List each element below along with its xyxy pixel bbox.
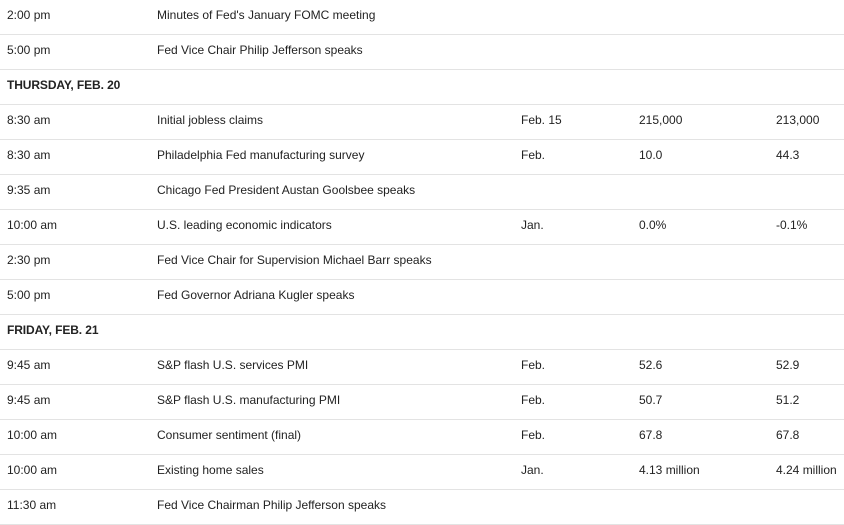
row-event: Fed Governor Adriana Kugler speaks — [157, 288, 355, 302]
row-time: 10:00 am — [7, 463, 58, 477]
row-time: 5:00 pm — [7, 43, 51, 57]
table-row — [0, 35, 844, 70]
row-time: 5:00 pm — [7, 288, 51, 302]
row-previous: 213,000 — [776, 113, 820, 127]
table-row — [0, 280, 844, 315]
day-header-label: THURSDAY, FEB. 20 — [7, 78, 121, 92]
row-period: Jan. — [521, 463, 544, 477]
row-event: Chicago Fed President Austan Goolsbee speaks — [157, 183, 416, 197]
row-time: 2:00 pm — [7, 8, 51, 22]
row-time: 10:00 am — [7, 218, 58, 232]
table-row — [0, 245, 844, 280]
day-header-row — [0, 70, 844, 105]
row-previous: 4.24 million — [776, 463, 837, 477]
row-event: S&P flash U.S. manufacturing PMI — [157, 393, 341, 407]
row-event: Minutes of Fed's January FOMC meeting — [157, 8, 376, 22]
table-row — [0, 385, 844, 420]
row-period: Feb. 15 — [521, 113, 562, 127]
row-time: 10:00 am — [7, 428, 58, 442]
table-row — [0, 350, 844, 385]
row-previous: 52.9 — [776, 358, 800, 372]
row-previous: 67.8 — [776, 428, 800, 442]
row-previous: 44.3 — [776, 148, 800, 162]
row-previous: 51.2 — [776, 393, 800, 407]
table-row — [0, 455, 844, 490]
row-time: 8:30 am — [7, 148, 51, 162]
table-row — [0, 105, 844, 140]
row-period: Feb. — [521, 148, 546, 162]
row-time: 11:30 am — [7, 498, 57, 512]
table-row — [0, 490, 844, 525]
row-event: U.S. leading economic indicators — [157, 218, 332, 232]
row-time: 9:45 am — [7, 393, 51, 407]
table-row — [0, 140, 844, 175]
row-forecast: 10.0 — [639, 148, 663, 162]
table-row — [0, 175, 844, 210]
row-period: Feb. — [521, 428, 546, 442]
row-forecast: 4.13 million — [639, 463, 700, 477]
row-forecast: 52.6 — [639, 358, 663, 372]
row-event: S&P flash U.S. services PMI — [157, 358, 309, 372]
row-event: Philadelphia Fed manufacturing survey — [157, 148, 365, 162]
row-event: Fed Vice Chair for Supervision Michael Barr speaks — [157, 253, 432, 267]
row-forecast: 67.8 — [639, 428, 663, 442]
row-event: Fed Vice Chairman Philip Jefferson speaks — [157, 498, 387, 512]
table-row — [0, 210, 844, 245]
row-forecast: 0.0% — [639, 218, 667, 232]
row-forecast: 50.7 — [639, 393, 663, 407]
row-period: Jan. — [521, 218, 544, 232]
row-event: Fed Vice Chair Philip Jefferson speaks — [157, 43, 363, 57]
row-previous: -0.1% — [776, 218, 808, 232]
row-time: 8:30 am — [7, 113, 51, 127]
row-time: 9:35 am — [7, 183, 51, 197]
row-event: Consumer sentiment (final) — [157, 428, 302, 442]
table-row — [0, 0, 844, 35]
row-period: Feb. — [521, 393, 546, 407]
row-event: Existing home sales — [157, 463, 264, 477]
row-period: Feb. — [521, 358, 546, 372]
day-header-label: FRIDAY, FEB. 21 — [7, 323, 99, 337]
day-header-row — [0, 315, 844, 350]
row-forecast: 215,000 — [639, 113, 683, 127]
row-time: 2:30 pm — [7, 253, 51, 267]
row-event: Initial jobless claims — [157, 113, 264, 127]
table-row — [0, 420, 844, 455]
row-time: 9:45 am — [7, 358, 51, 372]
